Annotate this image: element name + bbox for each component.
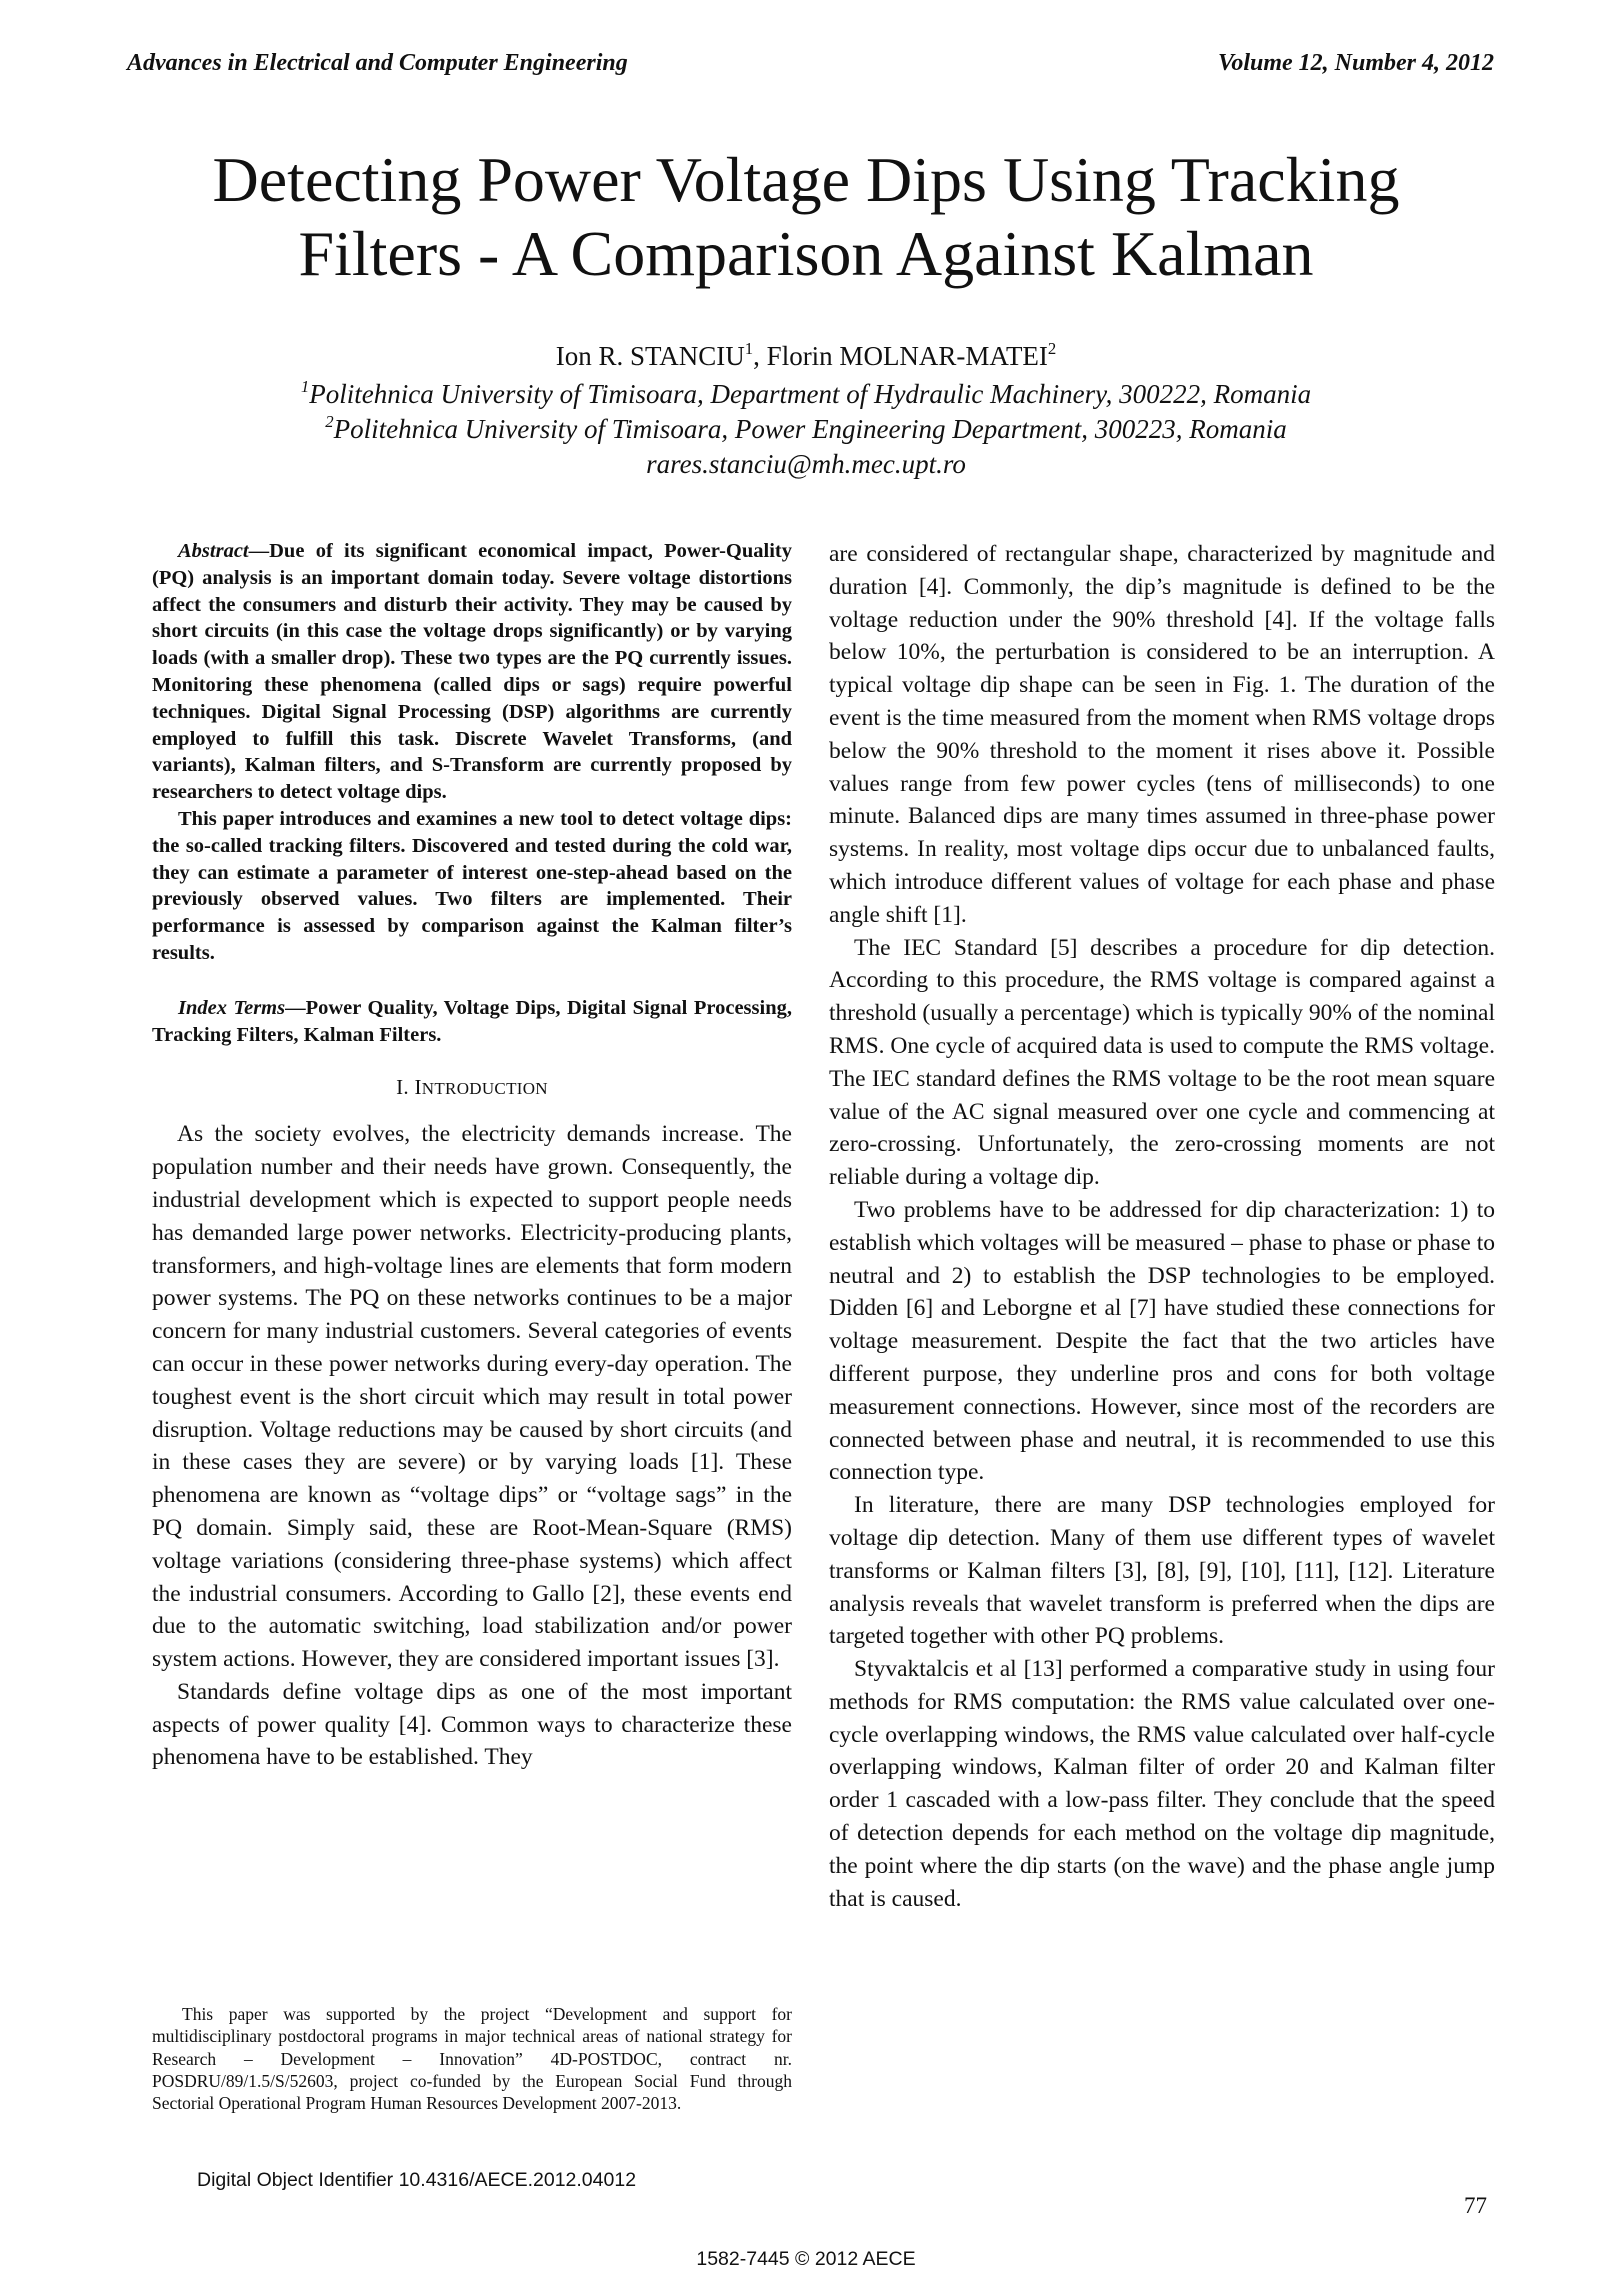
author-separator: , [753, 341, 767, 371]
left-para-2: Standards define voltage dips as one of the most important aspects of power quality [4]. Common ways to characterize these phenomena have to be established. They [152, 1678, 792, 1771]
index-terms-text: —Power Quality, Voltage Dips, Digital Signal Processing, Tracking Filters, Kalman Filters. [152, 996, 792, 1046]
affiliation-1 [120, 376, 1492, 412]
affiliation-1-text: Politehnica University of Timisoara, Department of Hydraulic Machinery, 300222, Romania [309, 379, 1312, 409]
abstract [152, 538, 792, 967]
abstract-text-1: —Due of its significant economical impact, Power-Quality (PQ) analysis is an important domain today. Severe voltage distortions affect the consumers and disturb their activity. They may be caused by short circuits (in this case the voltage drops significantly) or by varying loads (with a smaller drop). These two types are the PQ currently issues. Monitoring these phenomena (called dips or sags) require powerful techniques. Digital Signal Processing (DSP) algorithms are currently employed to fulfill this task. Discrete Wavelet Transforms, (and variants), Kalman filters, and S-Transform are currently proposed by researchers to detect voltage dips. [152, 540, 792, 804]
author-2: Florin MOLNAR-MATEI [766, 341, 1048, 371]
author-2-sup: 2 [1047, 339, 1057, 359]
affiliation-2 [120, 411, 1492, 447]
left-para-1: As the society evolves, the electricity demands increase. The population number and their needs have grown. Consequently, the industrial development which is expected to support people needs has demanded large power networks. Electricity-producing plants, transformers, and high-voltage lines are elements that form modern power systems. The PQ on these networks continues to be a major concern for many industrial customers. Several categories of events can occur in these power networks during every-day operation. The toughest event is the short circuit which may result in total power disruption. Voltage reductions may be caused by short circuits (and in these cases they are severe) or by varying loads [1]. These phenomena are known as “voltage dips” or “voltage sags” in the PQ domain. Simply said, these are Root-Mean-Square (RMS) voltage variations (considering three-phase systems) which affect the industrial consumers. According to Gallo [2], these events end due to the automatic switching, load stabilization and/or power system actions. However, they are considered important issues [3]. [152, 1121, 792, 1673]
right-para-5: Styvaktalcis et al [13] performed a comparative study in using four methods for RMS computation: the RMS value calculated over one-cycle overlapping windows, the RMS value calculated over half-cycle overlapping windows, Kalman filter of order 20 and Kalman filter order 1 cascaded with a low-pass filter. They conclude that the speed of detection depends for each method on the voltage dip magnitude, the point where the dip starts (on the wave) and the phase angle jump that is caused. [829, 1656, 1495, 1912]
right-column [829, 538, 1495, 1915]
funding-footnote: This paper was supported by the project “Development and support for multidisciplinary postdoctoral programs in major technical areas of national strategy for Research – Development – Innovation” 4D-POSTDOC, contract nr. POSDRU/89/1.5/S/52603, project co-funded by the European Social Fund through Sectorial Operational Program Human Resources Development 2007-2013. [152, 2004, 792, 2114]
right-para-2: The IEC Standard [5] describes a procedure for dip detection. According to this procedure, the RMS voltage is compared against a threshold (usually a percentage) which is typically 90% of the nominal RMS. One cycle of acquired data is used to compute the RMS voltage. The IEC standard defines the RMS voltage to be the root mean square value of the AC signal measured over one cycle and commencing at zero-crossing. Unfortunately, the zero-crossing moments are not reliable during a voltage dip. [829, 934, 1495, 1191]
left-column [152, 538, 792, 1774]
affiliation-2-sup: 2 [325, 412, 334, 432]
affiliation-1-sup: 1 [300, 377, 310, 397]
contact-email[interactable]: rares.stanciu@mh.mec.upt.ro [646, 449, 966, 479]
issn-copyright: 1582-7445 © 2012 AECE [696, 2248, 916, 2270]
right-para-3: Two problems have to be addressed for dip characterization: 1) to establish which voltages will be measured – phase to phase or phase to neutral and 2) to establish the DSP technologies to be employed. Didden [6] and Leborgne et al [7] have studied these connections for voltage measurement. Despite the fact that the two articles have different purpose, they underline pros and cons for both voltage measurement connections. However, since most of the recorders are connected between phase and neutral, it is recommended to use this connection type. [829, 1196, 1495, 1486]
author-1-sup: 1 [744, 339, 754, 359]
paper-title [120, 143, 1492, 291]
section-numeral: I. I [396, 1075, 422, 1100]
title-line-1: Detecting Power Voltage Dips Using Tracking [212, 144, 1400, 215]
abstract-para-1 [152, 538, 792, 806]
author-list [120, 338, 1492, 374]
author-1: Ion R. STANCIU [555, 341, 745, 371]
doi-identifier: Digital Object Identifier 10.4316/AECE.2012.04012 [197, 2169, 637, 2191]
right-para-4: In literature, there are many DSP technologies employed for voltage dip detection. Many of them use different types of wavelet transforms or Kalman filters [3], [8], [9], [10], [11], [12]. Literature analysis reveals that wavelet transform is preferred when the dips are targeted together with other PQ problems. [829, 1492, 1495, 1650]
index-terms [152, 995, 792, 1049]
affiliation-2-text: Politehnica University of Timisoara, Power Engineering Department, 300223, Romania [333, 414, 1287, 444]
abstract-label: Abstract [178, 540, 249, 562]
index-terms-para [152, 995, 792, 1049]
index-terms-label: Index Terms [178, 996, 286, 1019]
title-line-2: Filters - A Comparison Against Kalman [298, 218, 1314, 289]
page-number: 77 [1464, 2193, 1487, 2218]
right-para-1: are considered of rectangular shape, characterized by magnitude and duration [4]. Commonly, the dip’s magnitude is defined to be the voltage reduction under the 90% threshold [4]. If the voltage falls below 10%, the perturbation is considered to be an interruption. A typical voltage dip shape can be seen in Fig. 1. The duration of the event is the time measured from the moment when RMS voltage drops below the 90% threshold to the moment it rises above it. Possible values range from few power cycles (tens of milliseconds) to one minute. Balanced dips are many times assumed in three-phase power systems. In reality, most voltage dips occur due to unbalanced faults, which introduce different values of voltage for each phase and phase angle shift [1]. [829, 541, 1495, 928]
section-heading-introduction [152, 1072, 792, 1104]
section-title-rest: NTRODUCTION [421, 1079, 548, 1099]
volume-info: Volume 12, Number 4, 2012 [1217, 50, 1494, 76]
abstract-para-2: This paper introduces and examines a new tool to detect voltage dips: the so-called tracking filters. Discovered and tested during the cold war, they can estimate a parameter of interest one-step-ahead based on the previously observed values. Two filters are implemented. Their performance is assessed by comparison against the Kalman filter’s results. [152, 807, 792, 964]
journal-name: Advances in Electrical and Computer Engineering [127, 50, 628, 76]
